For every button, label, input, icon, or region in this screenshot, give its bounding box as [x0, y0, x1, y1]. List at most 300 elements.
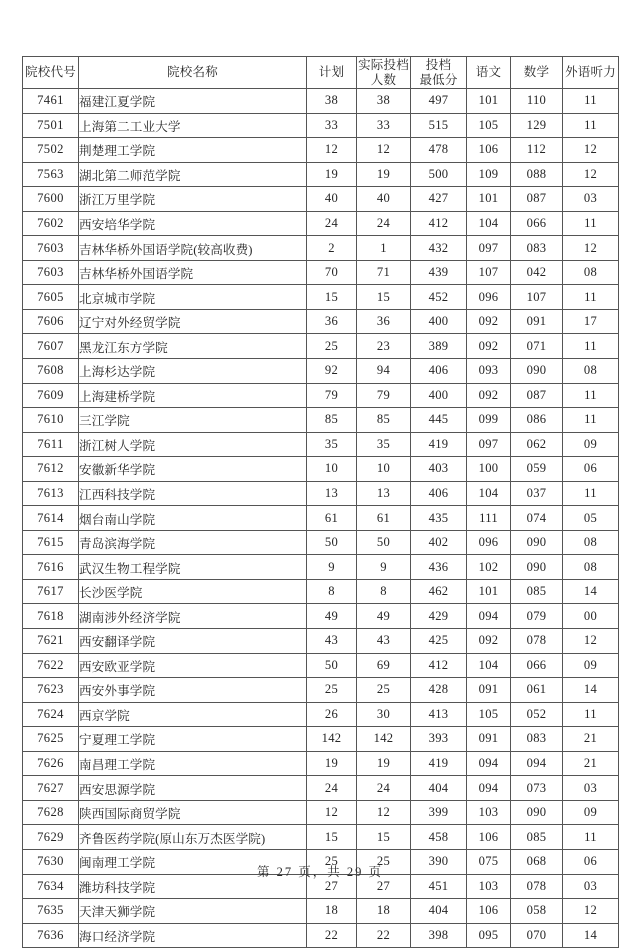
cell-math: 090: [511, 359, 563, 384]
cell-actual-count: 71: [357, 260, 411, 285]
cell-min-score: 462: [411, 579, 467, 604]
cell-min-score: 402: [411, 530, 467, 555]
cell-code: 7627: [23, 776, 79, 801]
cell-min-score: 435: [411, 506, 467, 531]
cell-listening: 12: [563, 899, 619, 924]
cell-school-name: 吉林华桥外国语学院(较高收费): [79, 236, 307, 261]
cell-chinese: 096: [467, 285, 511, 310]
cell-math: 037: [511, 481, 563, 506]
cell-actual-count: 15: [357, 285, 411, 310]
cell-code: 7630: [23, 849, 79, 874]
cell-actual-count: 12: [357, 138, 411, 163]
cell-plan: 15: [307, 285, 357, 310]
cell-code: 7605: [23, 285, 79, 310]
table-header: [23, 57, 619, 89]
cell-min-score: 393: [411, 727, 467, 752]
cell-math: 107: [511, 285, 563, 310]
cell-min-score: 500: [411, 162, 467, 187]
column-header-math: 数学: [511, 57, 563, 89]
cell-chinese: 099: [467, 408, 511, 433]
cell-code: 7608: [23, 359, 79, 384]
cell-listening: 06: [563, 457, 619, 482]
cell-school-name: 湖北第二师范学院: [79, 162, 307, 187]
cell-school-name: 湖南涉外经济学院: [79, 604, 307, 629]
cell-plan: 49: [307, 604, 357, 629]
cell-code: 7622: [23, 653, 79, 678]
cell-actual-count: 23: [357, 334, 411, 359]
cell-listening: 12: [563, 236, 619, 261]
cell-min-score: 406: [411, 359, 467, 384]
cell-code: 7616: [23, 555, 79, 580]
cell-plan: 70: [307, 260, 357, 285]
cell-code: 7603: [23, 236, 79, 261]
table-row: [23, 285, 619, 310]
table-row: [23, 555, 619, 580]
cell-plan: 24: [307, 776, 357, 801]
cell-school-name: 长沙医学院: [79, 579, 307, 604]
cell-code: 7618: [23, 604, 79, 629]
cell-code: 7623: [23, 678, 79, 703]
column-header-min-line1: 投档: [425, 57, 452, 72]
cell-listening: 11: [563, 211, 619, 236]
cell-school-name: 西安欧亚学院: [79, 653, 307, 678]
cell-plan: 79: [307, 383, 357, 408]
cell-chinese: 097: [467, 432, 511, 457]
cell-min-score: 400: [411, 309, 467, 334]
table-row: [23, 408, 619, 433]
cell-school-name: 陕西国际商贸学院: [79, 800, 307, 825]
cell-math: 066: [511, 653, 563, 678]
cell-plan: 9: [307, 555, 357, 580]
table-row: [23, 579, 619, 604]
cell-plan: 19: [307, 162, 357, 187]
cell-plan: 8: [307, 579, 357, 604]
cell-plan: 35: [307, 432, 357, 457]
score-table-container: [22, 56, 618, 948]
cell-school-name: 西安翻译学院: [79, 629, 307, 654]
cell-actual-count: 27: [357, 874, 411, 899]
cell-min-score: 478: [411, 138, 467, 163]
cell-actual-count: 25: [357, 678, 411, 703]
cell-math: 129: [511, 113, 563, 138]
cell-actual-count: 36: [357, 309, 411, 334]
cell-actual-count: 69: [357, 653, 411, 678]
cell-min-score: 406: [411, 481, 467, 506]
cell-chinese: 092: [467, 309, 511, 334]
table-row: [23, 825, 619, 850]
cell-math: 088: [511, 162, 563, 187]
cell-actual-count: 13: [357, 481, 411, 506]
cell-listening: 14: [563, 923, 619, 948]
cell-plan: 18: [307, 899, 357, 924]
cell-school-name: 烟台南山学院: [79, 506, 307, 531]
cell-math: 066: [511, 211, 563, 236]
cell-listening: 11: [563, 408, 619, 433]
cell-code: 7614: [23, 506, 79, 531]
cell-math: 074: [511, 506, 563, 531]
cell-min-score: 428: [411, 678, 467, 703]
table-row: [23, 113, 619, 138]
cell-code: 7602: [23, 211, 79, 236]
cell-min-score: 429: [411, 604, 467, 629]
cell-math: 079: [511, 604, 563, 629]
cell-math: 094: [511, 751, 563, 776]
cell-actual-count: 24: [357, 776, 411, 801]
cell-plan: 85: [307, 408, 357, 433]
cell-math: 078: [511, 874, 563, 899]
cell-math: 091: [511, 309, 563, 334]
cell-min-score: 413: [411, 702, 467, 727]
column-header-plan: 计划: [307, 57, 357, 89]
cell-chinese: 103: [467, 874, 511, 899]
cell-chinese: 091: [467, 727, 511, 752]
cell-listening: 09: [563, 432, 619, 457]
cell-chinese: 094: [467, 751, 511, 776]
cell-code: 7600: [23, 187, 79, 212]
cell-math: 083: [511, 236, 563, 261]
table-row: [23, 800, 619, 825]
cell-math: 086: [511, 408, 563, 433]
table-row: [23, 260, 619, 285]
cell-actual-count: 35: [357, 432, 411, 457]
cell-school-name: 福建江夏学院: [79, 89, 307, 114]
cell-plan: 26: [307, 702, 357, 727]
cell-actual-count: 9: [357, 555, 411, 580]
cell-min-score: 436: [411, 555, 467, 580]
table-row: [23, 604, 619, 629]
cell-listening: 09: [563, 800, 619, 825]
cell-school-name: 上海杉达学院: [79, 359, 307, 384]
cell-listening: 11: [563, 113, 619, 138]
cell-listening: 03: [563, 776, 619, 801]
cell-code: 7501: [23, 113, 79, 138]
cell-math: 052: [511, 702, 563, 727]
cell-school-name: 黑龙江东方学院: [79, 334, 307, 359]
cell-actual-count: 24: [357, 211, 411, 236]
cell-listening: 08: [563, 359, 619, 384]
table-row: [23, 481, 619, 506]
cell-chinese: 106: [467, 899, 511, 924]
cell-chinese: 101: [467, 187, 511, 212]
cell-min-score: 419: [411, 751, 467, 776]
table-row: [23, 751, 619, 776]
table-row: [23, 678, 619, 703]
cell-actual-count: 22: [357, 923, 411, 948]
cell-math: 071: [511, 334, 563, 359]
cell-math: 110: [511, 89, 563, 114]
cell-listening: 11: [563, 825, 619, 850]
table-row: [23, 383, 619, 408]
cell-chinese: 092: [467, 383, 511, 408]
table-row: [23, 138, 619, 163]
cell-min-score: 398: [411, 923, 467, 948]
cell-chinese: 107: [467, 260, 511, 285]
cell-school-name: 齐鲁医药学院(原山东万杰医学院): [79, 825, 307, 850]
cell-school-name: 天津天狮学院: [79, 899, 307, 924]
cell-math: 058: [511, 899, 563, 924]
header-row: [23, 57, 619, 89]
cell-actual-count: 1: [357, 236, 411, 261]
cell-school-name: 辽宁对外经贸学院: [79, 309, 307, 334]
table-row: [23, 309, 619, 334]
cell-chinese: 093: [467, 359, 511, 384]
cell-code: 7606: [23, 309, 79, 334]
cell-school-name: 西安外事学院: [79, 678, 307, 703]
cell-math: 078: [511, 629, 563, 654]
cell-min-score: 425: [411, 629, 467, 654]
cell-plan: 43: [307, 629, 357, 654]
cell-actual-count: 50: [357, 530, 411, 555]
cell-plan: 38: [307, 89, 357, 114]
cell-actual-count: 142: [357, 727, 411, 752]
cell-actual-count: 19: [357, 751, 411, 776]
cell-code: 7625: [23, 727, 79, 752]
cell-chinese: 100: [467, 457, 511, 482]
cell-chinese: 111: [467, 506, 511, 531]
cell-chinese: 101: [467, 579, 511, 604]
cell-min-score: 390: [411, 849, 467, 874]
cell-plan: 10: [307, 457, 357, 482]
cell-chinese: 102: [467, 555, 511, 580]
cell-min-score: 515: [411, 113, 467, 138]
cell-school-name: 南昌理工学院: [79, 751, 307, 776]
cell-chinese: 092: [467, 629, 511, 654]
cell-actual-count: 19: [357, 162, 411, 187]
cell-math: 042: [511, 260, 563, 285]
cell-actual-count: 49: [357, 604, 411, 629]
cell-code: 7610: [23, 408, 79, 433]
cell-listening: 14: [563, 678, 619, 703]
cell-chinese: 075: [467, 849, 511, 874]
cell-school-name: 西安思源学院: [79, 776, 307, 801]
cell-code: 7613: [23, 481, 79, 506]
column-header-actual-count: [357, 57, 411, 89]
column-header-actual-line2: 人数: [370, 72, 397, 87]
cell-plan: 25: [307, 678, 357, 703]
table-row: [23, 899, 619, 924]
cell-school-name: 武汉生物工程学院: [79, 555, 307, 580]
cell-min-score: 403: [411, 457, 467, 482]
cell-plan: 12: [307, 800, 357, 825]
cell-listening: 14: [563, 579, 619, 604]
cell-school-name: 海口经济学院: [79, 923, 307, 948]
cell-actual-count: 15: [357, 825, 411, 850]
cell-plan: 50: [307, 653, 357, 678]
table-row: [23, 702, 619, 727]
cell-school-name: 西安培华学院: [79, 211, 307, 236]
table-row: [23, 236, 619, 261]
cell-listening: 00: [563, 604, 619, 629]
cell-plan: 33: [307, 113, 357, 138]
table-row: [23, 629, 619, 654]
cell-min-score: 400: [411, 383, 467, 408]
cell-code: 7609: [23, 383, 79, 408]
table-row: [23, 457, 619, 482]
page-footer: 第 27 页，共 29 页: [256, 865, 383, 879]
cell-listening: 21: [563, 727, 619, 752]
cell-math: 090: [511, 800, 563, 825]
cell-chinese: 105: [467, 702, 511, 727]
cell-listening: 12: [563, 162, 619, 187]
column-header-min-line2: 最低分: [419, 72, 458, 87]
cell-listening: 11: [563, 334, 619, 359]
cell-math: 068: [511, 849, 563, 874]
cell-school-name: 北京城市学院: [79, 285, 307, 310]
cell-listening: 08: [563, 555, 619, 580]
cell-chinese: 105: [467, 113, 511, 138]
cell-plan: 22: [307, 923, 357, 948]
cell-min-score: 412: [411, 653, 467, 678]
cell-chinese: 094: [467, 776, 511, 801]
cell-listening: 11: [563, 702, 619, 727]
cell-listening: 06: [563, 849, 619, 874]
cell-plan: 50: [307, 530, 357, 555]
cell-actual-count: 10: [357, 457, 411, 482]
cell-code: 7626: [23, 751, 79, 776]
cell-listening: 12: [563, 138, 619, 163]
cell-code: 7502: [23, 138, 79, 163]
cell-plan: 40: [307, 187, 357, 212]
table-row: [23, 530, 619, 555]
cell-plan: 24: [307, 211, 357, 236]
cell-min-score: 458: [411, 825, 467, 850]
column-header-code: 院校代号: [23, 57, 79, 89]
table-row: [23, 334, 619, 359]
cell-listening: 11: [563, 383, 619, 408]
cell-school-name: 上海第二工业大学: [79, 113, 307, 138]
cell-plan: 12: [307, 138, 357, 163]
cell-actual-count: 85: [357, 408, 411, 433]
cell-listening: 08: [563, 260, 619, 285]
cell-chinese: 092: [467, 334, 511, 359]
table-row: [23, 162, 619, 187]
cell-chinese: 097: [467, 236, 511, 261]
cell-min-score: 439: [411, 260, 467, 285]
cell-chinese: 106: [467, 825, 511, 850]
cell-min-score: 427: [411, 187, 467, 212]
cell-chinese: 104: [467, 653, 511, 678]
cell-math: 112: [511, 138, 563, 163]
cell-chinese: 091: [467, 678, 511, 703]
cell-math: 090: [511, 555, 563, 580]
cell-code: 7563: [23, 162, 79, 187]
cell-listening: 03: [563, 187, 619, 212]
cell-school-name: 闽南理工学院: [79, 849, 307, 874]
table-body: [23, 89, 619, 948]
cell-code: 7629: [23, 825, 79, 850]
column-header-listening: 外语听力: [563, 57, 619, 89]
cell-plan: 19: [307, 751, 357, 776]
cell-min-score: 432: [411, 236, 467, 261]
cell-math: 087: [511, 383, 563, 408]
cell-code: 7612: [23, 457, 79, 482]
table-row: [23, 923, 619, 948]
cell-math: 059: [511, 457, 563, 482]
cell-math: 061: [511, 678, 563, 703]
cell-math: 083: [511, 727, 563, 752]
cell-min-score: 389: [411, 334, 467, 359]
cell-min-score: 412: [411, 211, 467, 236]
column-header-name: 院校名称: [79, 57, 307, 89]
cell-code: 7634: [23, 874, 79, 899]
cell-plan: 15: [307, 825, 357, 850]
cell-actual-count: 33: [357, 113, 411, 138]
cell-actual-count: 43: [357, 629, 411, 654]
cell-listening: 05: [563, 506, 619, 531]
cell-plan: 36: [307, 309, 357, 334]
cell-actual-count: 40: [357, 187, 411, 212]
cell-math: 085: [511, 825, 563, 850]
column-header-actual-line1: 实际投档: [358, 57, 409, 72]
cell-school-name: 江西科技学院: [79, 481, 307, 506]
cell-chinese: 103: [467, 800, 511, 825]
cell-code: 7611: [23, 432, 79, 457]
cell-math: 073: [511, 776, 563, 801]
cell-code: 7615: [23, 530, 79, 555]
cell-school-name: 西京学院: [79, 702, 307, 727]
cell-school-name: 青岛滨海学院: [79, 530, 307, 555]
cell-plan: 27: [307, 874, 357, 899]
cell-actual-count: 30: [357, 702, 411, 727]
cell-plan: 13: [307, 481, 357, 506]
cell-min-score: 419: [411, 432, 467, 457]
cell-school-name: 浙江树人学院: [79, 432, 307, 457]
cell-code: 7603: [23, 260, 79, 285]
table-row: [23, 727, 619, 752]
cell-listening: 12: [563, 629, 619, 654]
cell-actual-count: 38: [357, 89, 411, 114]
cell-actual-count: 12: [357, 800, 411, 825]
cell-chinese: 104: [467, 211, 511, 236]
cell-min-score: 404: [411, 776, 467, 801]
cell-code: 7461: [23, 89, 79, 114]
cell-school-name: 安徽新华学院: [79, 457, 307, 482]
cell-chinese: 104: [467, 481, 511, 506]
cell-plan: 92: [307, 359, 357, 384]
column-header-chinese: 语文: [467, 57, 511, 89]
cell-code: 7635: [23, 899, 79, 924]
cell-code: 7607: [23, 334, 79, 359]
cell-school-name: 荆楚理工学院: [79, 138, 307, 163]
cell-plan: 2: [307, 236, 357, 261]
cell-listening: 09: [563, 653, 619, 678]
cell-actual-count: 18: [357, 899, 411, 924]
cell-listening: 21: [563, 751, 619, 776]
cell-math: 070: [511, 923, 563, 948]
cell-listening: 17: [563, 309, 619, 334]
cell-min-score: 404: [411, 899, 467, 924]
cell-code: 7621: [23, 629, 79, 654]
cell-code: 7636: [23, 923, 79, 948]
cell-actual-count: 61: [357, 506, 411, 531]
cell-actual-count: 79: [357, 383, 411, 408]
table-row: [23, 776, 619, 801]
cell-actual-count: 94: [357, 359, 411, 384]
table-row: [23, 89, 619, 114]
cell-chinese: 106: [467, 138, 511, 163]
cell-school-name: 上海建桥学院: [79, 383, 307, 408]
cell-school-name: 宁夏理工学院: [79, 727, 307, 752]
cell-chinese: 101: [467, 89, 511, 114]
cell-listening: 11: [563, 285, 619, 310]
column-header-min-score: [411, 57, 467, 89]
table-row: [23, 506, 619, 531]
cell-plan: 25: [307, 334, 357, 359]
cell-actual-count: 25: [357, 849, 411, 874]
cell-school-name: 三江学院: [79, 408, 307, 433]
cell-plan: 142: [307, 727, 357, 752]
cell-code: 7617: [23, 579, 79, 604]
